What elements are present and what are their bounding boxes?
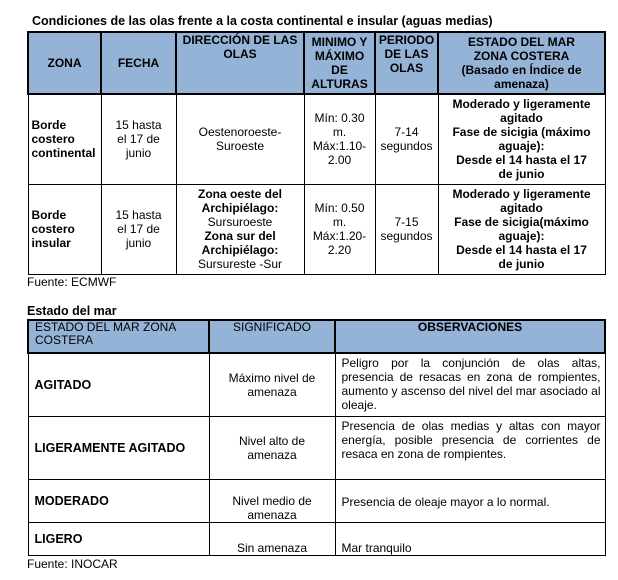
header-estado-mar: ESTADO DEL MAR ZONA COSTERA <box>28 320 209 353</box>
alturas-cell: Mín: 0.30 m. Máx:1.10- 2.00 <box>304 94 375 184</box>
estado-cell: Moderado y ligeramente agitado Fase de sicigia(máximo aguaje): Desde el 14 hasta el 17 de junio <box>438 184 605 274</box>
zona-cell: Borde costero continental <box>28 94 101 184</box>
estado-cell: AGITADO <box>28 353 209 416</box>
estado-cell: LIGERAMENTE AGITADO <box>28 416 209 479</box>
header-alturas: MINIMO Y MÁXIMO DE ALTURAS <box>304 32 375 94</box>
table-row <box>28 522 605 555</box>
table-row <box>28 416 605 479</box>
table-row <box>28 479 605 522</box>
header-zona: ZONA <box>28 32 101 94</box>
table2-source: Fuente: INOCAR <box>27 557 118 571</box>
significado-cell: Sin amenaza <box>209 522 335 555</box>
sea-state-table <box>27 319 606 556</box>
header-estado: ESTADO DEL MAR ZONA COSTERA (Basado en Índice de amenaza) <box>438 32 605 94</box>
header-significado: SIGNIFICADO <box>209 320 335 353</box>
direccion-cell: Oestenoroeste- Suroeste <box>176 94 304 184</box>
estado-cell: MODERADO <box>28 479 209 522</box>
observaciones-cell: Presencia de olas medias y altas con mayor energía, posible presencia de corrientes de resaca en zona de rompientes. <box>335 416 605 479</box>
estado-cell: Moderado y ligeramente agitado Fase de sicigia (máximo aguaje): Desde el 14 hasta el 17 de junio <box>438 94 605 184</box>
header-direccion: DIRECCIÓN DE LAS OLAS <box>176 32 304 94</box>
table1-title: Condiciones de las olas frente a la costa continental e insular (aguas medias) <box>32 14 493 28</box>
header-fecha: FECHA <box>101 32 176 94</box>
periodo-cell: 7-14 segundos <box>375 94 438 184</box>
header-periodo: PERIODO DE LAS OLAS <box>375 32 438 94</box>
table2-title: Estado del mar <box>27 304 117 318</box>
zona-cell: Borde costero insular <box>28 184 101 274</box>
significado-cell: Nivel medio de amenaza <box>209 479 335 522</box>
fecha-cell: 15 hasta el 17 de junio <box>101 94 176 184</box>
observaciones-cell: Presencia de oleaje mayor a lo normal. <box>335 479 605 522</box>
significado-cell: Máximo nivel de amenaza <box>209 353 335 416</box>
periodo-cell: 7-15 segundos <box>375 184 438 274</box>
table-row <box>28 353 605 416</box>
significado-cell: Nivel alto de amenaza <box>209 416 335 479</box>
table1-source: Fuente: ECMWF <box>27 275 117 289</box>
table-row <box>28 94 605 184</box>
observaciones-cell: Peligro por la conjunción de olas altas, presencia de resacas en zona de rompientes, aumento y ascenso del nivel del mar asociado al oleaje. <box>335 353 605 416</box>
alturas-cell: Mín: 0.50 m. Máx:1.20- 2.20 <box>304 184 375 274</box>
wave-conditions-table <box>27 31 606 275</box>
header-observaciones: OBSERVACIONES <box>335 320 605 353</box>
direccion-cell: Zona oeste del Archipiélago: Sursuroeste Zona sur del Archipiélago: Sursureste -Sur <box>176 184 304 274</box>
estado-cell: LIGERO <box>28 522 209 555</box>
table-row <box>28 184 605 274</box>
observaciones-cell: Mar tranquilo <box>335 522 605 555</box>
fecha-cell: 15 hasta el 17 de junio <box>101 184 176 274</box>
